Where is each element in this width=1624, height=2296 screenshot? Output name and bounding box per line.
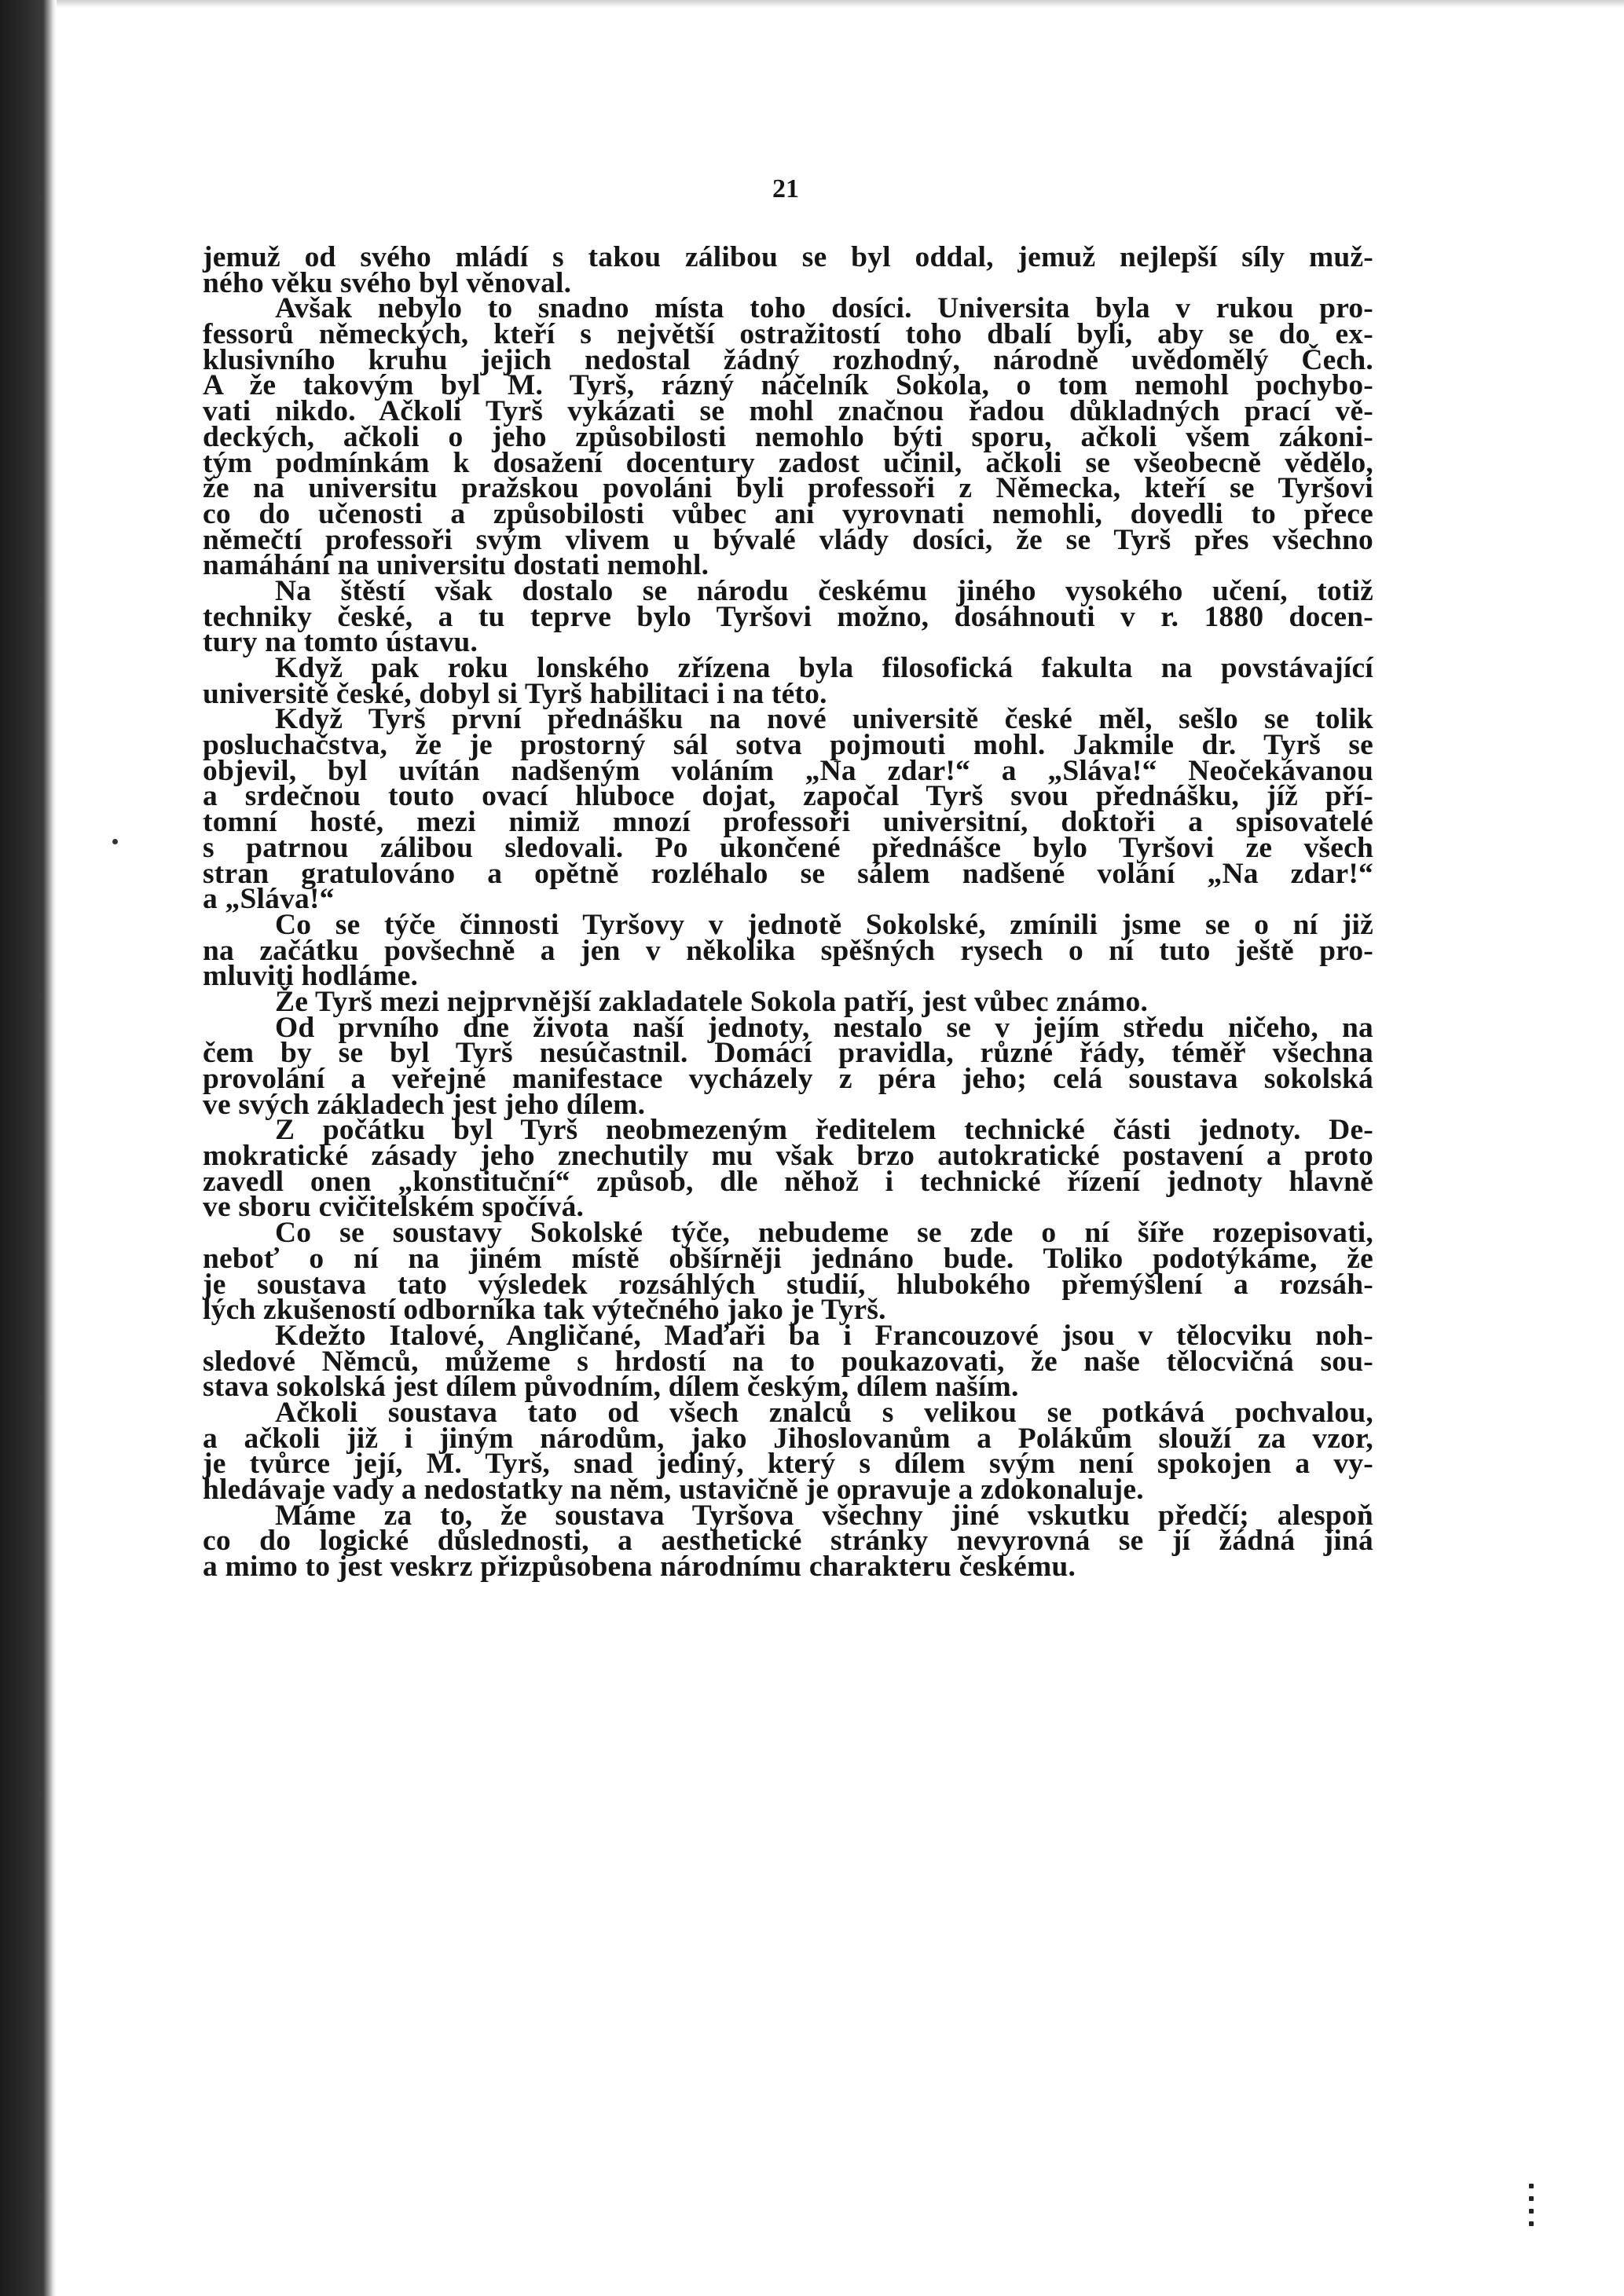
text-line: zavedl onen „konstituční“ způsob, dle něhož i technické řízení jednoty hlavně — [203, 1165, 1373, 1198]
text-line: němečtí professoři svým vlivem u bývalé vlády dosíci, že se Tyrš přes všechno — [203, 523, 1373, 556]
text-line: neboť o ní na jiném místě obšírněji jednáno bude. Toliko podotýkáme, že — [203, 1242, 1373, 1275]
text-line: a mimo to jest veskrz přizpůsobena národnímu charakteru českému. — [203, 1551, 1076, 1584]
text-line: a srdečnou touto ovací hluboce dojat, započal Tyrš svou přednášku, jíž pří- — [203, 780, 1373, 813]
text-line: posluchačstva, že je prostorný sál sotva pojmouti mohl. Jakmile dr. Tyrš se — [203, 729, 1373, 762]
text-line: lých zkušeností odborníka tak výtečného jako je Tyrš. — [203, 1294, 886, 1327]
text-line: fessorů německých, kteří s největší ostražitostí toho dbalí byli, aby se do ex- — [203, 318, 1373, 351]
text-line: deckých, ačkoli o jeho způsobilosti nemohlo býti sporu, ačkoli všem zákoni- — [203, 420, 1373, 453]
text-line: provolání a veřejné manifestace vycházely z péra jeho; celá soustava sokolská — [203, 1063, 1373, 1095]
text-line: Že Tyrš mezi nejprvnější zakladatele Sokola patří, jest vůbec známo. — [275, 985, 1149, 1018]
scan-binding-edge — [0, 0, 57, 2296]
text-line: Máme za to, že soustava Tyršova všechny jiné vskutku předčí; alespoň — [275, 1499, 1373, 1532]
body-text — [203, 241, 1373, 1584]
scan-top-shade — [57, 0, 1624, 8]
text-line: je tvůrce její, M. Tyrš, snad jediný, který s dílem svým není spokojen a vy- — [203, 1448, 1373, 1481]
text-line: tým podmínkám k dosažení docentury zadost učinil, ačkoli se všeobecně vědělo, — [203, 446, 1373, 479]
text-line: na začátku povšechně a jen v několika spěšných rysech o ní tuto ještě pro- — [203, 934, 1373, 967]
text-line: a ačkoli již i jiným národům, jako Jihoslovanům a Polákům slouží za vzor, — [203, 1422, 1373, 1455]
text-line: tury na tomto ústavu. — [203, 626, 478, 659]
text-line: je soustava tato výsledek rozsáhlých studií, hlubokého přemýšlení a rozsáh- — [203, 1268, 1373, 1301]
text-line: s patrnou zálibou sledovali. Po ukončené přednášce bylo Tyršovi ze všech — [203, 831, 1373, 864]
text-line: Co se týče činnosti Tyršovy v jednotě Sokolské, zmínili jsme se o ní již — [275, 908, 1373, 941]
text-line: Kdežto Italové, Angličané, Maďaři ba i Francouzové jsou v tělocviku noh- — [275, 1319, 1373, 1352]
text-line: Na štěstí však dostalo se národu českému jiného vysokého učení, totiž — [275, 574, 1373, 607]
text-line: Od prvního dne života naší jednoty, nestalo se v jejím středu ničeho, na — [275, 1011, 1373, 1044]
text-line: ného věku svého byl věnoval. — [203, 266, 572, 299]
text-line: že na universitu pražskou povoláni byli professoři z Německa, kteří se Tyršovi — [203, 472, 1373, 505]
text-line: Avšak nebylo to snadno místa toho dosíci. Universita byla v rukou pro- — [275, 292, 1373, 325]
text-line: ve svých základech jest jeho dílem. — [203, 1088, 646, 1121]
text-line: jemuž od svého mládí s takou zálibou se byl oddal, jemuž nejlepší síly muž- — [203, 241, 1373, 273]
text-line: objevil, byl uvítán nadšeným voláním „Na zdar!“ a „Sláva!“ Neočekávanou — [203, 754, 1373, 787]
text-line: Když Tyrš první přednášku na nové universitě české měl, sešlo se tolik — [275, 703, 1373, 736]
text-line: klusivního kruhu jejich nedostal žádný rozhodný, národně uvědomělý Čech. — [203, 343, 1373, 376]
page-number: 21 — [772, 174, 799, 203]
text-line: A že takovým byl M. Tyrš, rázný náčelník Sokola, o tom nemohl pochybo- — [203, 369, 1373, 402]
text-line: mluviti hodláme. — [203, 960, 419, 993]
text-line: namáhání na universitu dostati nemohl. — [203, 549, 709, 582]
text-line: stava sokolská jest dílem původním, dílem českým, dílem naším. — [203, 1371, 1019, 1404]
text-line: stran gratulováno a opětně rozléhalo se sálem nadšené volání „Na zdar!“ — [203, 857, 1373, 890]
text-line: vati nikdo. Ačkoli Tyrš vykázati se mohl značnou řadou důkladných prací vě- — [203, 395, 1373, 428]
text-line: Co se soustavy Sokolské týče, nebudeme se zde o ní šíře rozepisovati, — [275, 1217, 1373, 1250]
text-line: tomní hosté, mezi nimiž mnozí professoři universitní, doktoři a spisovatelé — [203, 806, 1373, 839]
text-line: Z počátku byl Tyrš neobmezeným ředitelem technické části jednoty. De- — [275, 1114, 1373, 1147]
text-line: čem by se byl Tyrš nesúčastnil. Domácí pravidla, různé řády, téměř všechna — [203, 1037, 1373, 1070]
text-line: sledové Němců, můžeme s hrdostí na to poukazovati, že naše tělocvičná sou- — [203, 1345, 1373, 1378]
text-line: Ačkoli soustava tato od všech znalců s velikou se potkává pochvalou, — [275, 1396, 1373, 1429]
margin-dot — [112, 839, 118, 844]
scan-edge-marks — [1526, 2176, 1537, 2294]
text-line: universitě české, dobyl si Tyrš habilitaci i na této. — [203, 677, 827, 710]
text-line: co do logické důslednosti, a aesthetické stránky nevyrovná se jí žádná jiná — [203, 1525, 1373, 1558]
text-line: a „Sláva!“ — [203, 883, 335, 916]
text-line: ve sboru cvičitelském spočívá. — [203, 1191, 585, 1224]
text-line: Když pak roku lonského zřízena byla filosofická fakulta na povstávající — [275, 652, 1373, 684]
text-line: techniky české, a tu teprve bylo Tyršovi možno, dosáhnouti v r. 1880 docen- — [203, 600, 1373, 633]
text-line: mokratické zásady jeho znechutily mu však brzo autokratické postavení a proto — [203, 1140, 1373, 1173]
text-line: hledávaje vady a nedostatky na něm, ustavičně je opravuje a zdokonaluje. — [203, 1474, 1144, 1506]
text-line: co do učenosti a způsobilosti vůbec ani vyrovnati nemohli, dovedli to přece — [203, 497, 1373, 530]
